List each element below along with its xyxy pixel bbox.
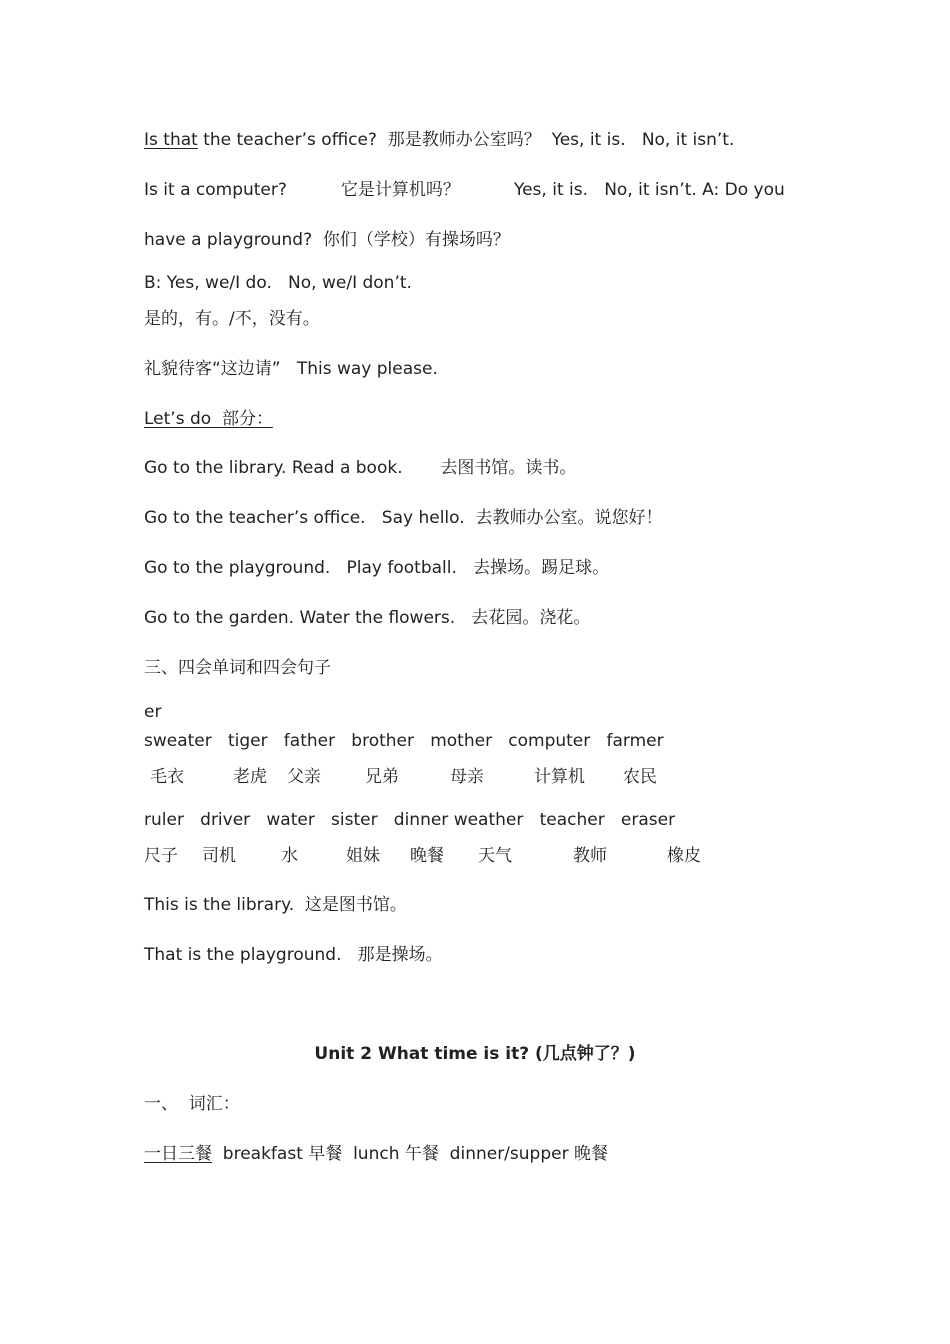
lets-do-playground: Go to the playground. Play football. 去操场。踢足球。 xyxy=(144,558,610,578)
sentence-playground: That is the playground. 那是操场。 xyxy=(144,945,443,965)
lets-do-library: Go to the library. Read a book. 去图书馆。读书。 xyxy=(144,458,577,478)
word-row-2-english: ruler driver water sister dinner weather teacher eraser xyxy=(144,810,676,830)
word-cn: 农民 xyxy=(623,767,657,787)
word-cn: 尺子 xyxy=(144,846,178,866)
sentence-library: This is the library. 这是图书馆。 xyxy=(144,895,407,915)
word-cn: 计算机 xyxy=(534,767,585,787)
word-cn: 司机 xyxy=(202,846,236,866)
underlined-phrase: Is that xyxy=(144,130,198,150)
dialogue-line-answer-cn: 是的，有。/不，没有。 xyxy=(144,309,320,329)
phonics-er-label: er xyxy=(144,702,162,722)
dialogue-line-computer: Is it a computer? 它是计算机吗？ Yes, it is. No, it isn’t. A: Do you xyxy=(144,180,785,200)
word-cn: 母亲 xyxy=(450,767,484,787)
this-way-please-line: 礼貌待客“这边请” This way please. xyxy=(144,359,438,379)
dialogue-line-teachers-office: Is that the teacher’s office? 那是教师办公室吗？ Yes, it is. No, it isn’t. xyxy=(144,130,735,150)
word-cn: 橡皮 xyxy=(667,846,701,866)
dialogue-line-answer: B: Yes, we/I do. No, we/I don’t. xyxy=(144,273,412,293)
lets-do-heading: Let’s do 部分： xyxy=(144,409,273,429)
word-cn: 兄弟 xyxy=(365,767,399,787)
section-heading-vocab-sentences: 三、四会单词和四会句子 xyxy=(144,658,331,678)
word-cn: 教师 xyxy=(573,846,607,866)
lets-do-office: Go to the teacher’s office. Say hello. 去教师办公室。说您好！ xyxy=(144,508,663,528)
word-cn: 水 xyxy=(281,846,298,866)
word-cn: 天气 xyxy=(478,846,512,866)
word-cn: 老虎 xyxy=(233,767,267,787)
word-cn: 晚餐 xyxy=(410,846,444,866)
unit-title: Unit 2 What time is it? (几点钟了？) xyxy=(314,1044,636,1064)
word-cn: 毛衣 xyxy=(150,767,184,787)
word-row-1-english: sweater tiger father brother mother computer farmer xyxy=(144,731,664,751)
word-cn: 姐妹 xyxy=(346,846,380,866)
dialogue-line-playground: have a playground? 你们（学校）有操场吗？ xyxy=(144,230,510,250)
meals-line: 一日三餐 breakfast 早餐 lunch 午餐 dinner/supper 晚餐 xyxy=(144,1144,608,1164)
lets-do-garden: Go to the garden. Water the flowers. 去花园。浇花。 xyxy=(144,608,591,628)
section-heading-vocabulary: 一、 词汇： xyxy=(144,1094,240,1114)
underlined-phrase: 一日三餐 xyxy=(144,1144,212,1164)
word-cn: 父亲 xyxy=(287,767,321,787)
